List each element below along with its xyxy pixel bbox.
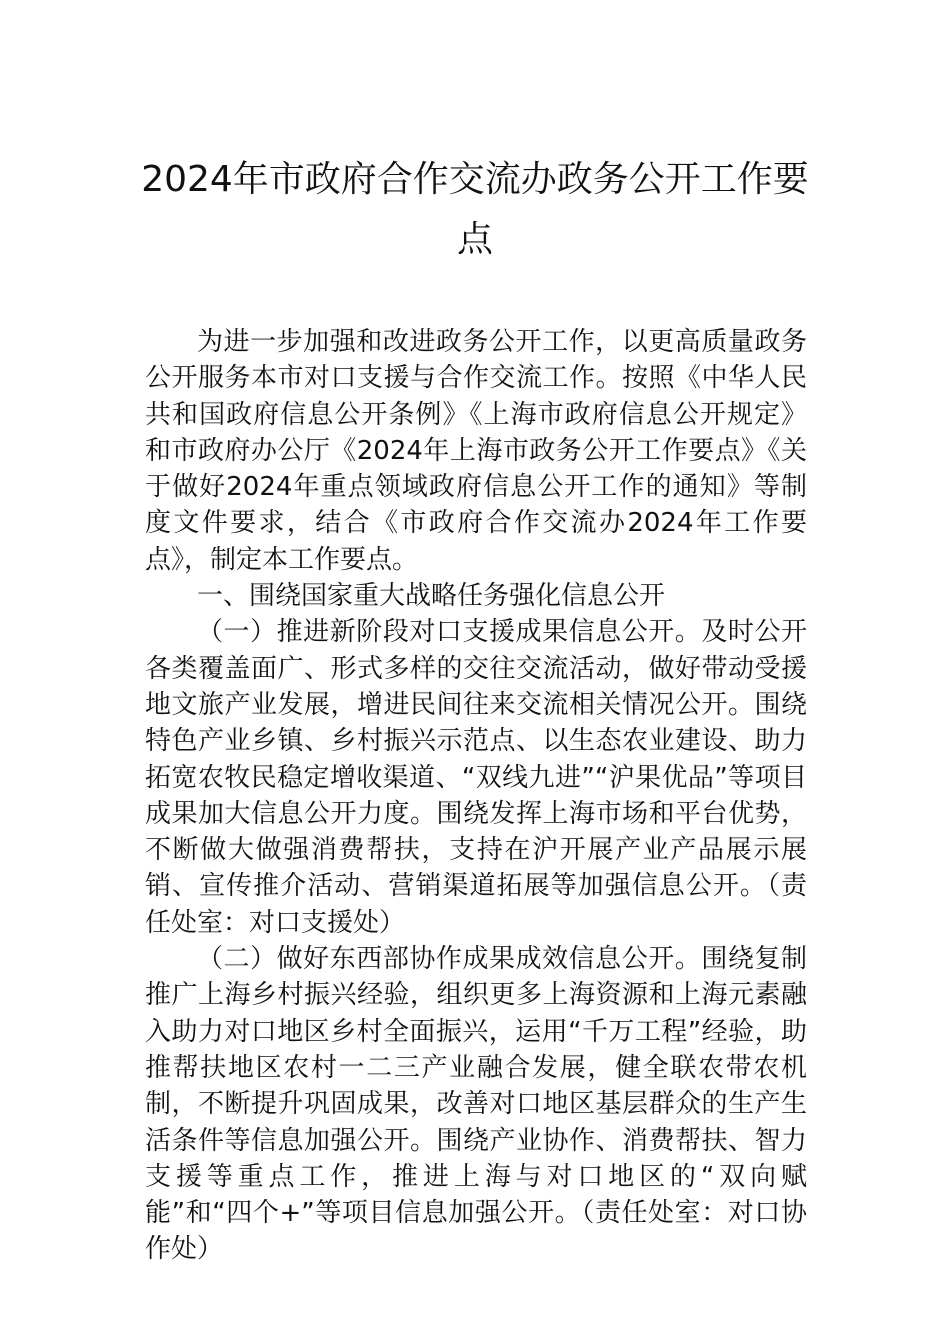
intro-paragraph: 为进一步加强和改进政务公开工作，以更高质量政务公开服务本市对口支援与合作交流工作。按照《中华人民共和国政府信息公开条例》《上海市政府信息公开规定》和市政府办公厅《2024年上海市政务公开工作要点》《关于做好2024年重点领域政府信息公开工作的通知》等制度文件要求，结合《市政府合作交流办2024年工作要点》，制定本工作要点。 [145,327,807,575]
section-heading-1: 一、围绕国家重大战略任务强化信息公开 [197,581,666,612]
paragraph-item-2: （二）做好东西部协作成果成效信息公开。围绕复制推广上海乡村振兴经验，组织更多上海资源和上海元素融入助力对口地区乡村全面振兴，运用“千万工程”经验，助推帮扶地区农村一二三产业融合发展，健全联农带农机制，不断提升巩固成果，改善对口地区基层群众的生产生活条件等信息加强公开。围绕产业协作、消费帮扶、智力支援等重点工作，推进上海与对口地区的“双向赋能”和“四个+”等项目信息加强公开。（责任处室：对口协作处） [145,944,807,1265]
title-line-1: 2024年市政府合作交流办政务公开工作要 [141,159,809,200]
title-line-2: 点 [456,219,493,260]
paragraph-item-1: （一）推进新阶段对口支援成果信息公开。及时公开各类覆盖面广、形式多样的交往交流活动，做好带动受援地文旅产业发展，增进民间往来交流相关情况公开。围绕特色产业乡镇、乡村振兴示范点、以生态农业建设、助力拓宽农牧民稳定增收渠道、“双线九进”“沪果优品”等项目成果加大信息公开力度。围绕发挥上海市场和平台优势，不断做大做强消费帮扶，支持在沪开展产业产品展示展销、宣传推介活动、营销渠道拓展等加强信息公开。（责任处室：对口支援处） [145,617,807,938]
document-body [145,324,807,1268]
document-title [140,150,810,270]
